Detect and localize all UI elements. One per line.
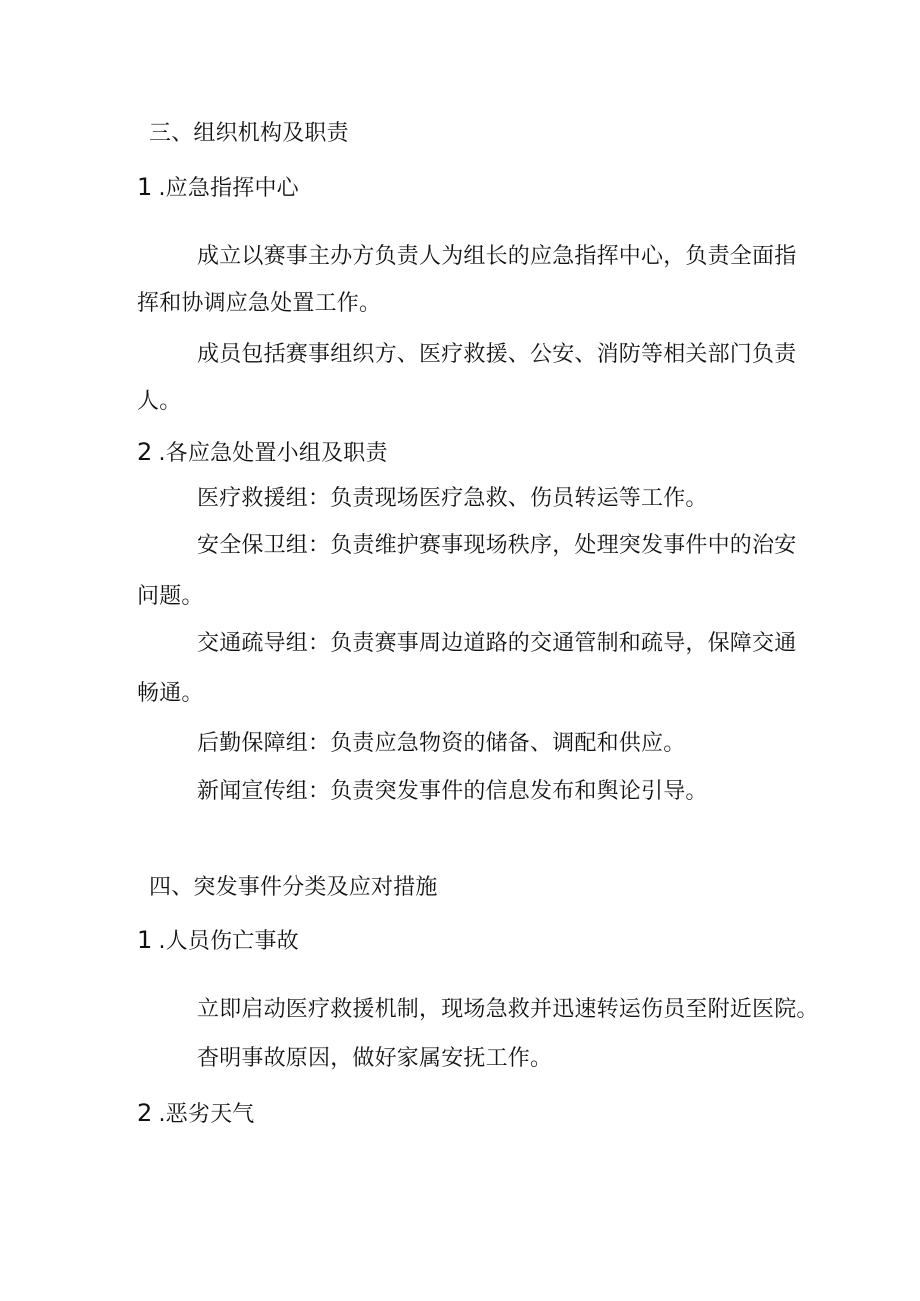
paragraph-line: 杳明事故原因，做好家属安抚工作。 (197, 1046, 553, 1071)
section4-item1-heading (137, 925, 299, 957)
section4-heading: 四、突发事件分类及应对措施 (149, 875, 438, 900)
section4-item2-heading (137, 1098, 254, 1130)
paragraph-line: 安全保卫组：负责维护赛事现场秩序，处理突发事件中的治安 (197, 533, 797, 558)
paragraph-line: 交通疏导组：负责赛事周边道路的交通管制和疏导，保障交通 (197, 631, 797, 656)
section3-item2-heading (137, 437, 388, 469)
paragraph-line: 立即启动医疗救援机制，现场急救并迅速转运伤员至附近医院。 (197, 997, 819, 1022)
paragraph-line: 挥和协调应急处置工作。 (137, 291, 382, 316)
paragraph-line: 问题。 (137, 584, 204, 609)
paragraph-line: 医疗救援组：负责现场医疗急救、伤员转运等工作。 (197, 486, 708, 511)
section3-item1-heading (137, 172, 299, 204)
section3-item1-number: 1 (137, 173, 153, 201)
section4-item1-title: .人员伤亡事故 (158, 929, 299, 954)
paragraph-line: 畅通。 (137, 681, 204, 706)
section3-item2-title: .各应急处置小组及职责 (158, 441, 388, 466)
section3-heading: 三、组织机构及职责 (149, 121, 349, 146)
section4-item1-number: 1 (137, 926, 153, 954)
paragraph-line: 人。 (137, 389, 182, 414)
section3-item1-title: .应急指挥中心 (158, 176, 299, 201)
paragraph-line: 成立以赛事主办方负责人为组长的应急指挥中心，负责全面指 (197, 244, 797, 269)
section4-item2-title: .恶劣天气 (158, 1102, 255, 1127)
section3-item2-number: 2 (137, 438, 153, 466)
paragraph-line: 后勤保障组：负责应急物资的储备、调配和供应。 (197, 731, 686, 756)
paragraph-line: 新闻宣传组：负责突发事件的信息发布和舆论引导。 (197, 779, 708, 804)
paragraph-line: 成员包括赛事组织方、医疗救援、公安、消防等相关部门负责 (197, 342, 797, 367)
section4-item2-number: 2 (137, 1099, 153, 1127)
